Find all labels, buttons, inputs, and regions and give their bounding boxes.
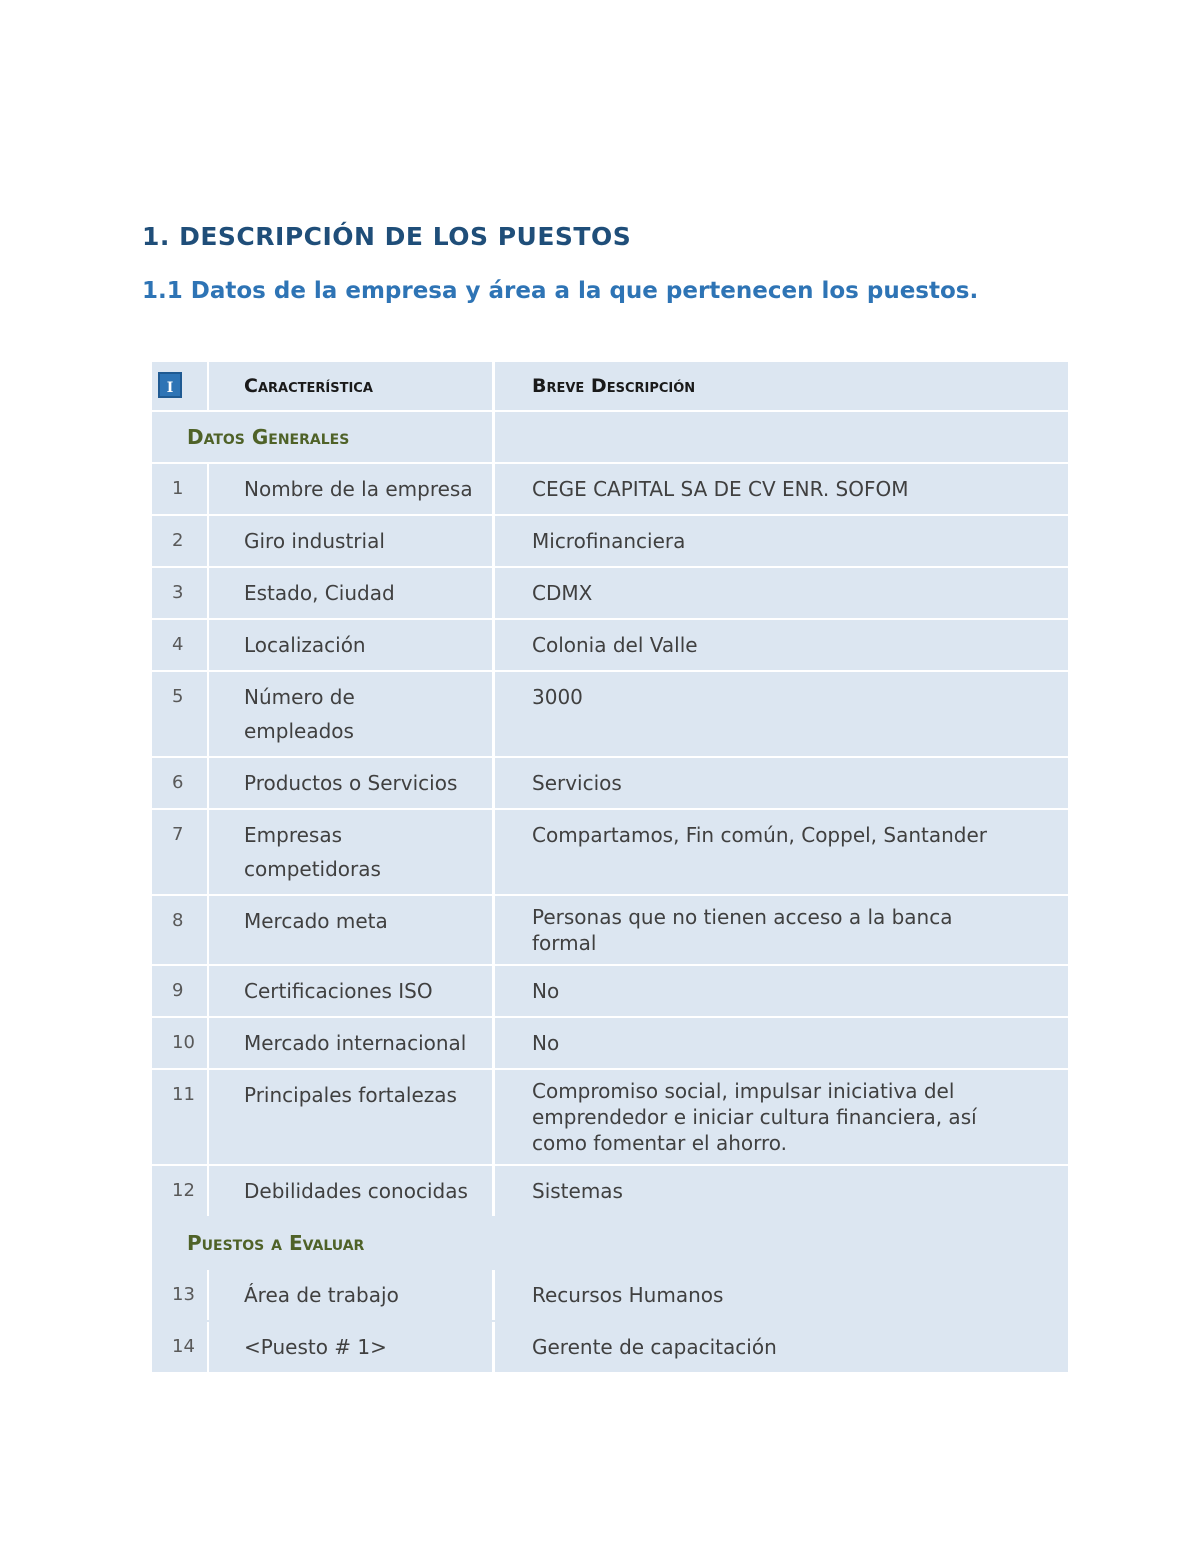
row-description: Personas que no tienen acceso a la banca formal [492, 896, 1068, 964]
row-characteristic: Mercado meta [207, 896, 492, 964]
row-number: 12 [172, 1180, 195, 1201]
row-number: 7 [172, 824, 184, 845]
row-description: Colonia del Valle [492, 620, 1068, 670]
table-row [152, 1268, 1068, 1320]
row-description: Microfinanciera [492, 516, 1068, 566]
section-row-datos-generales [152, 410, 1068, 462]
row-description: Compromiso social, impulsar iniciativa del emprendedor e iniciar cultura financiera, así como fomentar el ahorro. [492, 1070, 1068, 1164]
row-description: No [492, 1018, 1068, 1068]
row-number: 13 [172, 1284, 195, 1305]
table-row [152, 566, 1068, 618]
row-characteristic: Número de empleados [207, 672, 492, 756]
row-number: 5 [172, 686, 184, 707]
row-number: 11 [172, 1084, 195, 1105]
table-header-row [152, 362, 1068, 410]
row-number: 1 [172, 478, 184, 499]
row-description: CDMX [492, 568, 1068, 618]
row-number: 14 [172, 1336, 195, 1357]
row-characteristic: Área de trabajo [207, 1270, 492, 1320]
row-description: Recursos Humanos [492, 1270, 1068, 1320]
row-characteristic: Productos o Servicios [207, 758, 492, 808]
row-description: 3000 [492, 672, 1068, 756]
row-characteristic: Giro industrial [207, 516, 492, 566]
header-description: Breve Descripción [492, 362, 1068, 410]
row-characteristic: Certificaciones ISO [207, 966, 492, 1016]
row-characteristic: <Puesto # 1> [207, 1322, 492, 1372]
row-characteristic: Mercado internacional [207, 1018, 492, 1068]
company-data-table [152, 362, 1068, 1372]
table-row [152, 618, 1068, 670]
subsection-title: 1.1 Datos de la empresa y área a la que pertenecen los puestos. [142, 278, 979, 304]
row-description: CEGE CAPITAL SA DE CV ENR. SOFOM [492, 464, 1068, 514]
table-row [152, 1320, 1068, 1372]
row-number: 6 [172, 772, 184, 793]
table-row [152, 964, 1068, 1016]
table-row [152, 756, 1068, 808]
info-icon: i [158, 372, 182, 398]
table-row [152, 670, 1068, 756]
row-characteristic: Nombre de la empresa [207, 464, 492, 514]
row-characteristic: Empresas competidoras [207, 810, 492, 894]
row-number: 10 [172, 1032, 195, 1053]
table-row [152, 462, 1068, 514]
section-label: Datos Generales [187, 425, 350, 449]
row-number: 4 [172, 634, 184, 655]
row-description: No [492, 966, 1068, 1016]
row-description: Sistemas [492, 1166, 1068, 1216]
table-row [152, 894, 1068, 964]
table-row [152, 1164, 1068, 1216]
row-number: 3 [172, 582, 184, 603]
row-characteristic: Principales fortalezas [207, 1070, 492, 1164]
row-description: Servicios [492, 758, 1068, 808]
row-characteristic: Localización [207, 620, 492, 670]
row-number: 8 [172, 910, 184, 931]
row-description: Gerente de capacitación [492, 1322, 1068, 1372]
row-characteristic: Debilidades conocidas [207, 1166, 492, 1216]
row-number: 2 [172, 530, 184, 551]
header-characteristic: Característica [207, 362, 492, 410]
row-number: 9 [172, 980, 184, 1001]
table-row [152, 808, 1068, 894]
table-row [152, 514, 1068, 566]
section-title: 1. DESCRIPCIÓN DE LOS PUESTOS [142, 222, 632, 251]
section-row-puestos-a-evaluar [152, 1216, 1068, 1268]
table-row [152, 1016, 1068, 1068]
row-description: Compartamos, Fin común, Coppel, Santander [492, 810, 1068, 894]
row-characteristic: Estado, Ciudad [207, 568, 492, 618]
table-row [152, 1068, 1068, 1164]
section-label: Puestos a Evaluar [187, 1231, 365, 1255]
